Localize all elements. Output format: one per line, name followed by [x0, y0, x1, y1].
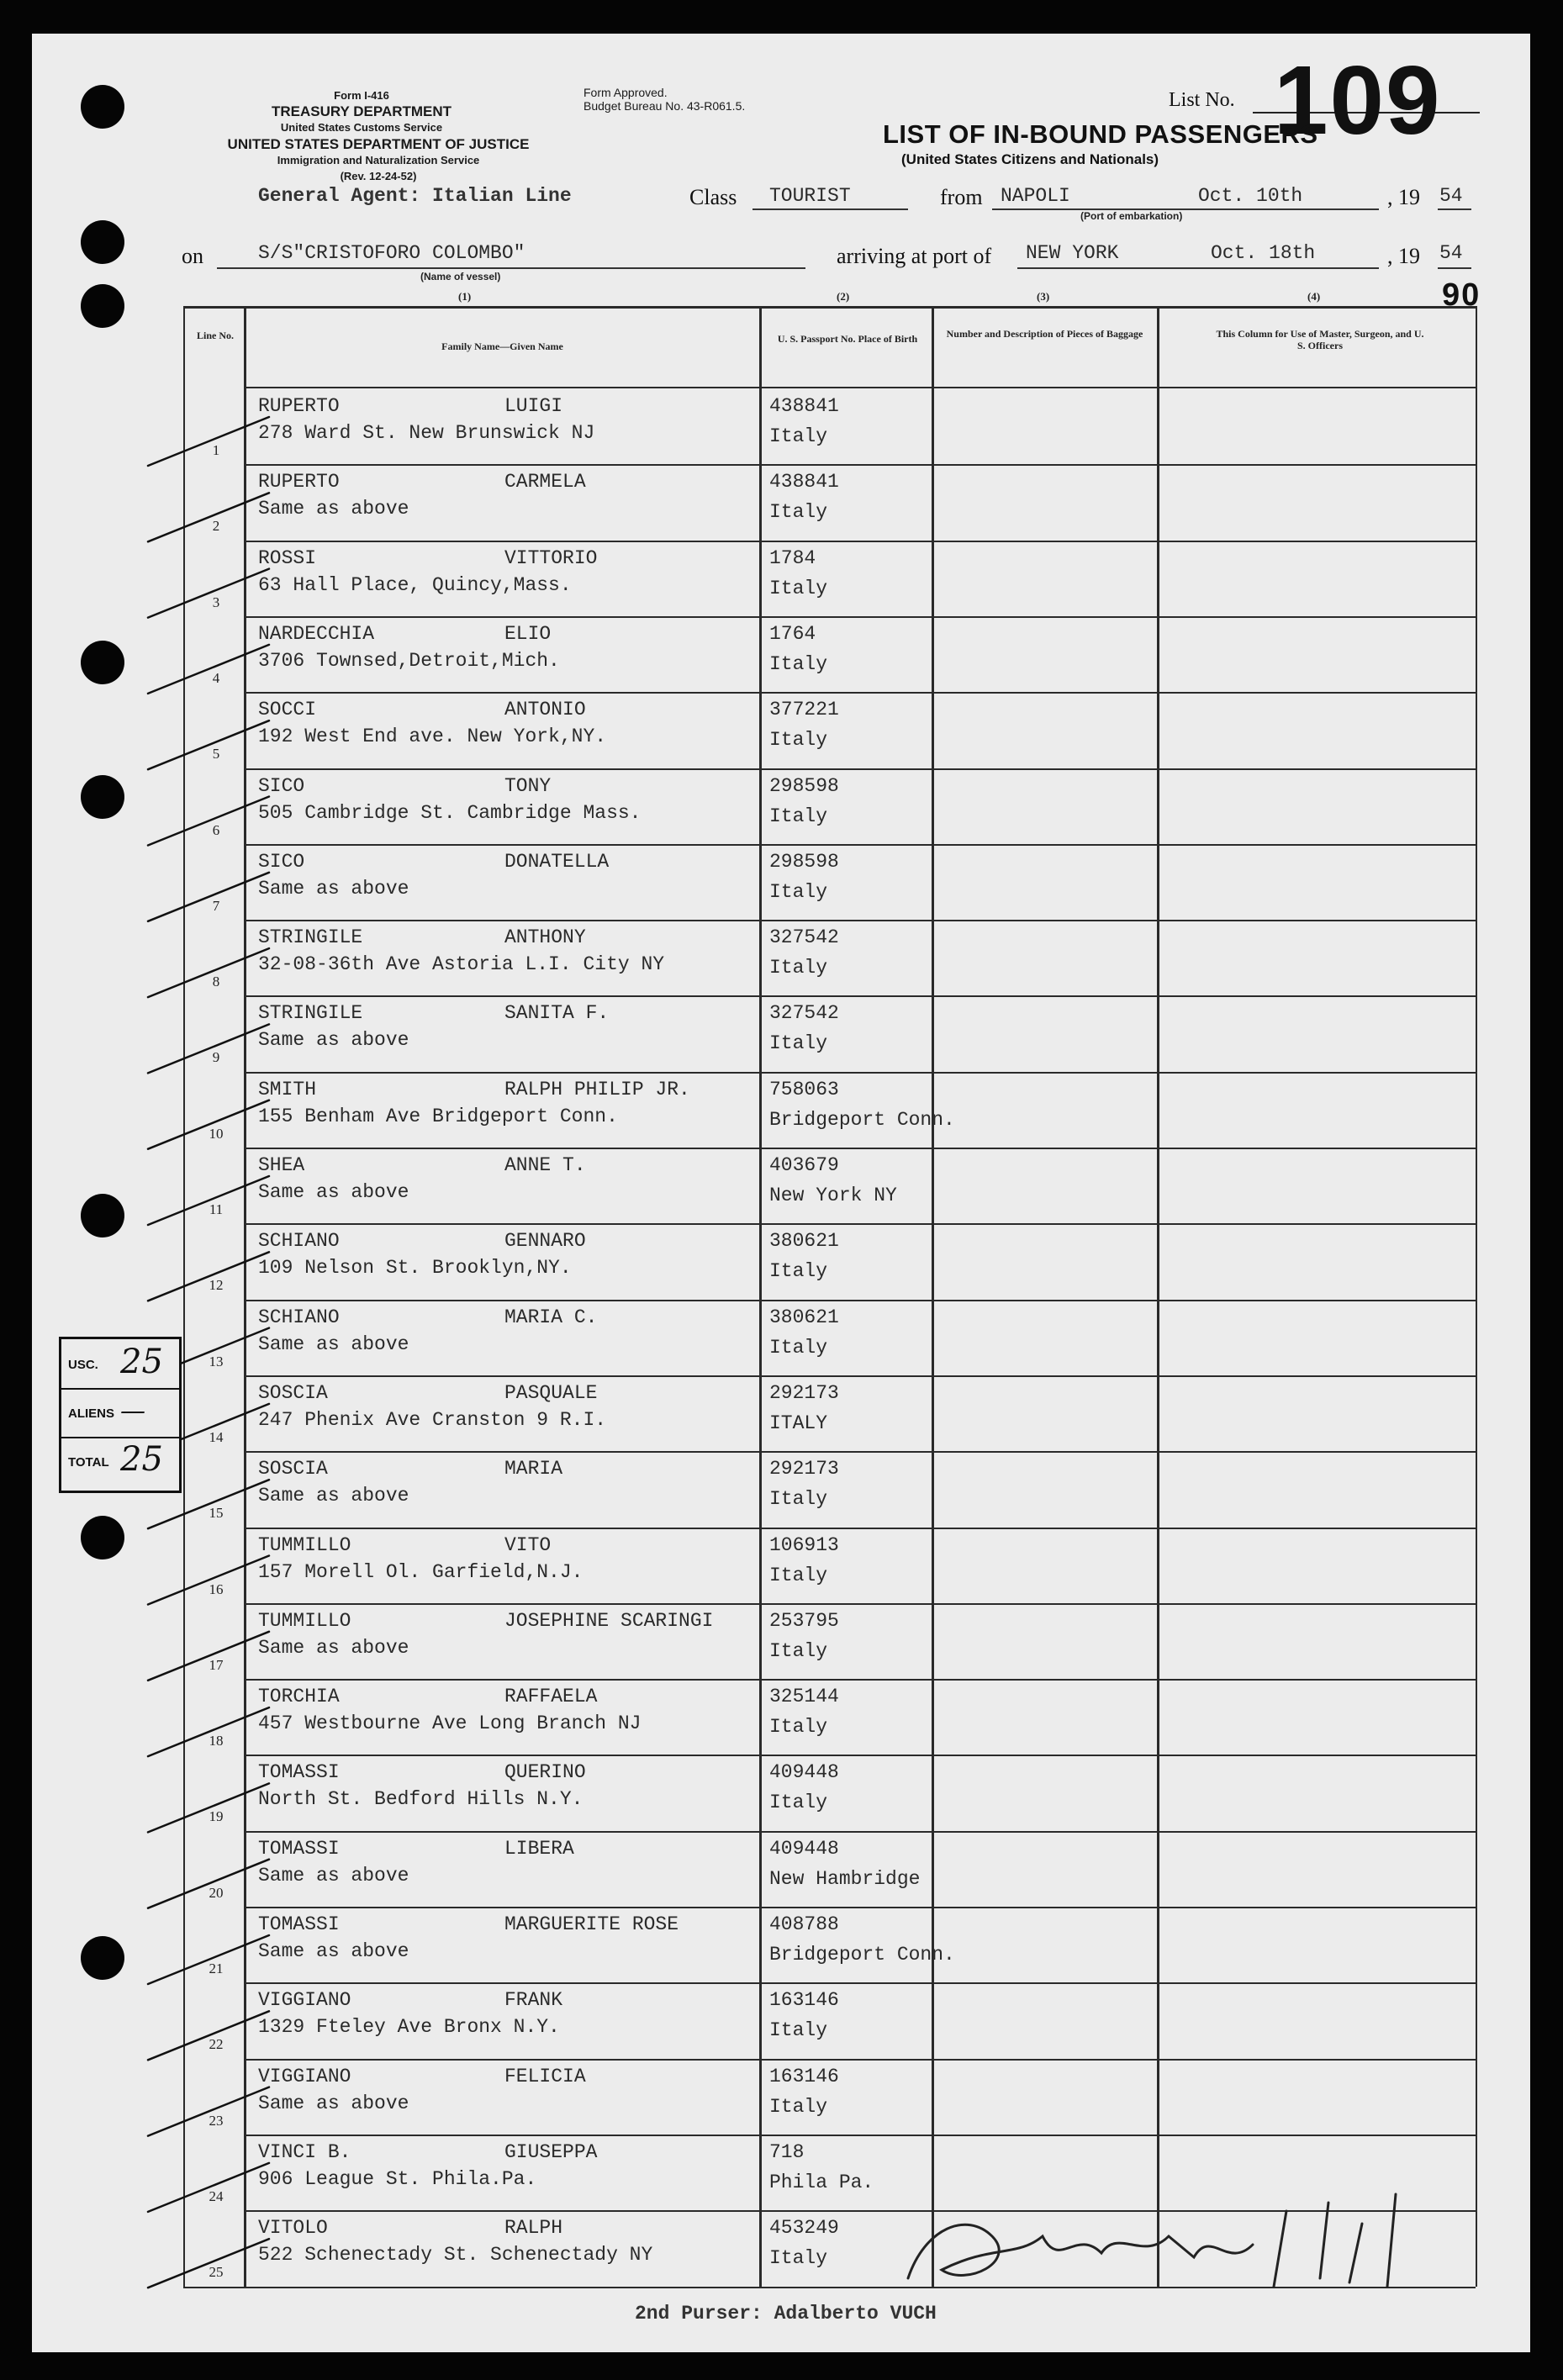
check-stroke [148, 493, 269, 541]
place-of-birth: New York NY [769, 1185, 897, 1206]
check-stroke [148, 2163, 269, 2212]
line-number: 16 [209, 1581, 224, 1597]
place-of-birth: Italy [769, 1639, 828, 1662]
check-stroke [148, 1556, 269, 1605]
vessel-name: S/S"CRISTOFORO COLOMBO" [258, 242, 525, 264]
address: 278 Ward St. New Brunswick NJ [258, 422, 595, 444]
handwritten-signature [891, 2177, 1446, 2303]
total-label: TOTAL [68, 1455, 109, 1470]
line-number: 13 [209, 1353, 224, 1369]
on-label: on [182, 244, 203, 268]
purser-signature-line: 2nd Purser: Adalberto VUCH [635, 2303, 937, 2325]
place-of-birth: Italy [769, 425, 828, 447]
arriving-label: arriving at port of [837, 244, 992, 268]
depart-year: 54 [1439, 185, 1463, 207]
family-name: SICO [258, 850, 305, 873]
family-name: TOMASSI [258, 1837, 340, 1860]
line-number: 23 [209, 2112, 224, 2129]
place-of-birth: Italy [769, 652, 828, 675]
check-stroke [148, 948, 269, 997]
place-of-birth: Italy [769, 1792, 828, 1814]
address: Same as above [258, 1181, 409, 1203]
general-agent: General Agent: Italian Line [258, 185, 572, 207]
passport-number: 758063 [769, 1078, 839, 1100]
place-of-birth: Italy [769, 577, 828, 599]
col-header-officers: This Column for Use of Master, Surgeon, and U. S. Officers [1216, 328, 1424, 351]
list-number: 109 [1274, 45, 1442, 155]
family-name: VITOLO [258, 2217, 328, 2240]
given-name: QUERINO [504, 1761, 586, 1784]
passport-number: 292173 [769, 1381, 839, 1404]
line-number: 20 [209, 1884, 224, 1901]
check-stroke [148, 1935, 269, 1984]
class-label: Class [689, 185, 737, 209]
passport-number: 253795 [769, 1609, 839, 1632]
family-name: VINCI B. [258, 2140, 351, 2163]
stamp-row-aliens [61, 1388, 179, 1438]
family-name: VIGGIANO [258, 2065, 351, 2087]
family-name: SCHIANO [258, 1306, 340, 1328]
col-header-baggage: Number and Description of Pieces of Baggage [946, 328, 1143, 340]
family-name: SMITH [258, 1078, 317, 1100]
address: 157 Morell Ol. Garfield,N.J. [258, 1560, 583, 1583]
passport-number: 106913 [769, 1533, 839, 1556]
arrival-year-prefix: , 19 [1387, 244, 1420, 268]
col-header-name: Family Name—Given Name [441, 340, 563, 352]
given-name: LIBERA [504, 1837, 574, 1860]
passport-number: 298598 [769, 774, 839, 797]
passport-number: 163146 [769, 2065, 839, 2087]
line-number: 14 [209, 1428, 224, 1445]
place-of-birth: Italy [769, 2095, 828, 2118]
passport-number: 409448 [769, 1761, 839, 1784]
check-stroke [148, 1632, 269, 1681]
class-value: TOURIST [769, 185, 851, 207]
line-number: 15 [209, 1505, 224, 1522]
budget-bureau: Budget Bureau No. 43-R061.5. [583, 99, 746, 113]
address: Same as above [258, 2092, 409, 2114]
given-name: DONATELLA [504, 850, 610, 873]
family-name: ROSSI [258, 546, 317, 569]
col-number-2: (2) [837, 290, 850, 303]
usc-value: 25 [120, 1343, 163, 1381]
family-name: SOSCIA [258, 1381, 328, 1404]
place-of-birth: Italy [769, 1716, 828, 1739]
line-number: 4 [212, 669, 220, 686]
address: Same as above [258, 1940, 409, 1962]
given-name: CARMELA [504, 471, 586, 493]
line-number: 1 [212, 442, 220, 458]
place-of-birth: Italy [769, 1488, 828, 1511]
given-name: FELICIA [504, 2065, 586, 2087]
arrival-year: 54 [1439, 242, 1463, 264]
given-name: ELIO [504, 622, 552, 645]
place-of-birth: Italy [769, 2019, 828, 2042]
customs-service: United States Customs Service [280, 121, 443, 134]
address: Same as above [258, 498, 409, 520]
given-name: GENNARO [504, 1230, 586, 1253]
passport-number: 327542 [769, 926, 839, 949]
given-name: MARIA C. [504, 1306, 598, 1328]
family-name: RUPERTO [258, 395, 340, 417]
address: 1329 Fteley Ave Bronx N.Y. [258, 2016, 560, 2039]
arrival-date: Oct. 18th [1211, 242, 1316, 264]
depart-date: Oct. 10th [1198, 185, 1303, 207]
given-name: PASQUALE [504, 1381, 598, 1404]
given-name: VITO [504, 1533, 552, 1556]
line-number: 12 [209, 1277, 224, 1294]
place-of-birth: Italy [769, 2247, 828, 2270]
given-name: RALPH [504, 2217, 563, 2240]
passport-number: 409448 [769, 1837, 839, 1860]
passport-number: 1784 [769, 546, 816, 569]
passport-number: 438841 [769, 471, 839, 493]
place-of-birth: Phila Pa. [769, 2171, 874, 2193]
address: Same as above [258, 1029, 409, 1052]
address: Same as above [258, 1485, 409, 1507]
place-of-birth: Italy [769, 805, 828, 827]
line-number: 25 [209, 2264, 224, 2281]
check-stroke [148, 417, 269, 466]
family-name: SCHIANO [258, 1230, 340, 1253]
totals-stamp [59, 1337, 182, 1493]
col-header-line-no: Line No. [196, 330, 234, 341]
address: 247 Phenix Ave Cranston 9 R.I. [258, 1408, 607, 1431]
line-number: 21 [209, 1960, 224, 1976]
given-name: SANITA F. [504, 1002, 610, 1025]
col-number-4: (4) [1307, 290, 1321, 303]
family-name: TOMASSI [258, 1913, 340, 1935]
family-name: TOMASSI [258, 1761, 340, 1784]
address: 906 League St. Phila.Pa. [258, 2167, 537, 2190]
justice-dept: UNITED STATES DEPARTMENT OF JUSTICE [227, 136, 530, 152]
col-header-passport: U. S. Passport No. Place of Birth [777, 333, 918, 345]
address: 155 Benham Ave Bridgeport Conn. [258, 1105, 618, 1127]
year-prefix: , 19 [1387, 185, 1420, 209]
line-number: 9 [212, 1049, 220, 1066]
given-name: JOSEPHINE SCARINGI [504, 1609, 714, 1632]
check-stroke [148, 1100, 269, 1149]
page-mark: 90 [1442, 277, 1481, 313]
address: 192 West End ave. New York,NY. [258, 726, 607, 748]
place-of-birth: Italy [769, 1032, 828, 1055]
given-name: RALPH PHILIP JR. [504, 1078, 690, 1100]
family-name: SOCCI [258, 699, 317, 721]
check-stroke [148, 873, 269, 921]
address: 457 Westbourne Ave Long Branch NJ [258, 1712, 642, 1735]
place-of-birth: New Hambridge [769, 1867, 921, 1890]
line-number: 22 [209, 2036, 224, 2053]
from-label: from [940, 185, 983, 209]
passport-number: 438841 [769, 395, 839, 417]
address: 109 Nelson St. Brooklyn,NY. [258, 1257, 572, 1280]
given-name: RAFFAELA [504, 1686, 598, 1708]
stamp-row-total [61, 1437, 179, 1486]
family-name: SICO [258, 774, 305, 797]
check-stroke [148, 1252, 269, 1301]
col-number-1: (1) [458, 290, 472, 303]
embark-port: NAPOLI [1001, 185, 1070, 207]
given-name: FRANK [504, 1989, 563, 2012]
arrival-port: NEW YORK [1026, 242, 1119, 264]
aliens-label: ALIENS [68, 1406, 115, 1421]
line-number: 10 [209, 1125, 224, 1142]
aliens-value: — [120, 1396, 145, 1426]
line-number: 6 [212, 821, 220, 838]
line-number: 24 [209, 2187, 224, 2204]
vessel-caption: (Name of vessel) [420, 271, 501, 282]
check-stroke [148, 720, 269, 769]
place-of-birth: Bridgeport Conn. [769, 1108, 955, 1131]
family-name: TUMMILLO [258, 1609, 351, 1632]
address: 522 Schenectady St. Schenectady NY [258, 2244, 653, 2267]
family-name: STRINGILE [258, 926, 363, 949]
place-of-birth: Italy [769, 1260, 828, 1283]
place-of-birth: Italy [769, 501, 828, 524]
stamp-row-usc [61, 1339, 179, 1390]
address: North St. Bedford Hills N.Y. [258, 1788, 583, 1811]
list-no-label: List No. [1169, 89, 1235, 111]
family-name: TUMMILLO [258, 1533, 351, 1556]
embark-caption: (Port of embarkation) [1080, 210, 1183, 222]
family-name: SHEA [258, 1154, 305, 1176]
line-number: 18 [209, 1733, 224, 1749]
check-stroke [148, 797, 269, 846]
place-of-birth: Bridgeport Conn. [769, 1944, 955, 1966]
check-stroke [148, 1783, 269, 1832]
passport-number: 163146 [769, 1989, 839, 2012]
place-of-birth: Italy [769, 1336, 828, 1359]
check-stroke [148, 1024, 269, 1073]
passport-number: 292173 [769, 1458, 839, 1480]
given-name: LUIGI [504, 395, 563, 417]
passport-number: 408788 [769, 1913, 839, 1935]
address: Same as above [258, 1332, 409, 1355]
family-name: VIGGIANO [258, 1989, 351, 2012]
family-name: RUPERTO [258, 471, 340, 493]
line-number: 7 [212, 897, 220, 914]
check-stroke [148, 2239, 269, 2288]
passport-number: 325144 [769, 1686, 839, 1708]
line-number: 5 [212, 746, 220, 763]
place-of-birth: Italy [769, 957, 828, 979]
given-name: ANTHONY [504, 926, 586, 949]
passport-number: 453249 [769, 2217, 839, 2240]
check-stroke [148, 2011, 269, 2060]
check-stroke [148, 645, 269, 694]
passport-number: 380621 [769, 1306, 839, 1328]
check-stroke [148, 1176, 269, 1225]
form-number: Form I-416 [334, 89, 389, 102]
given-name: ANTONIO [504, 699, 586, 721]
line-number: 3 [212, 594, 220, 610]
line-number: 11 [209, 1201, 224, 1217]
total-value: 25 [120, 1440, 163, 1479]
given-name: ANNE T. [504, 1154, 586, 1176]
check-stroke [148, 1860, 269, 1908]
col-number-3: (3) [1037, 290, 1050, 303]
address: Same as above [258, 1864, 409, 1887]
given-name: MARIA [504, 1458, 563, 1480]
given-name: GIUSEPPA [504, 2140, 598, 2163]
form-revision: (Rev. 12-24-52) [340, 170, 417, 182]
treasury-dept: TREASURY DEPARTMENT [271, 103, 452, 119]
place-of-birth: Italy [769, 729, 828, 752]
address: Same as above [258, 877, 409, 900]
passport-number: 718 [769, 2140, 805, 2163]
family-name: SOSCIA [258, 1458, 328, 1480]
usc-label: USC. [68, 1358, 98, 1372]
family-name: STRINGILE [258, 1002, 363, 1025]
check-stroke [148, 1707, 269, 1756]
address: Same as above [258, 1636, 409, 1659]
line-number: 8 [212, 974, 220, 990]
passport-number: 377221 [769, 699, 839, 721]
passport-number: 298598 [769, 850, 839, 873]
line-number: 17 [209, 1656, 224, 1673]
passport-number: 327542 [769, 1002, 839, 1025]
line-number: 19 [209, 1808, 224, 1825]
check-stroke [148, 2087, 269, 2136]
place-of-birth: ITALY [769, 1412, 828, 1434]
page-title: LIST OF IN-BOUND PASSENGERS [883, 119, 1318, 149]
given-name: MARGUERITE ROSE [504, 1913, 679, 1935]
family-name: TORCHIA [258, 1686, 340, 1708]
address: 63 Hall Place, Quincy,Mass. [258, 573, 572, 596]
place-of-birth: Italy [769, 1564, 828, 1586]
form-approved: Form Approved. [583, 86, 668, 99]
ins-service: Immigration and Naturalization Service [277, 154, 480, 166]
passport-number: 403679 [769, 1154, 839, 1176]
family-name: NARDECCHIA [258, 622, 375, 645]
passport-number: 1764 [769, 622, 816, 645]
line-number: 2 [212, 518, 220, 535]
page-subtitle: (United States Citizens and Nationals) [901, 151, 1159, 167]
address: 505 Cambridge St. Cambridge Mass. [258, 801, 642, 824]
given-name: VITTORIO [504, 546, 598, 569]
address: 32-08-36th Ave Astoria L.I. City NY [258, 953, 665, 976]
address: 3706 Townsed,Detroit,Mich. [258, 649, 560, 672]
given-name: TONY [504, 774, 552, 797]
place-of-birth: Italy [769, 880, 828, 903]
passport-number: 380621 [769, 1230, 839, 1253]
check-stroke [148, 569, 269, 618]
